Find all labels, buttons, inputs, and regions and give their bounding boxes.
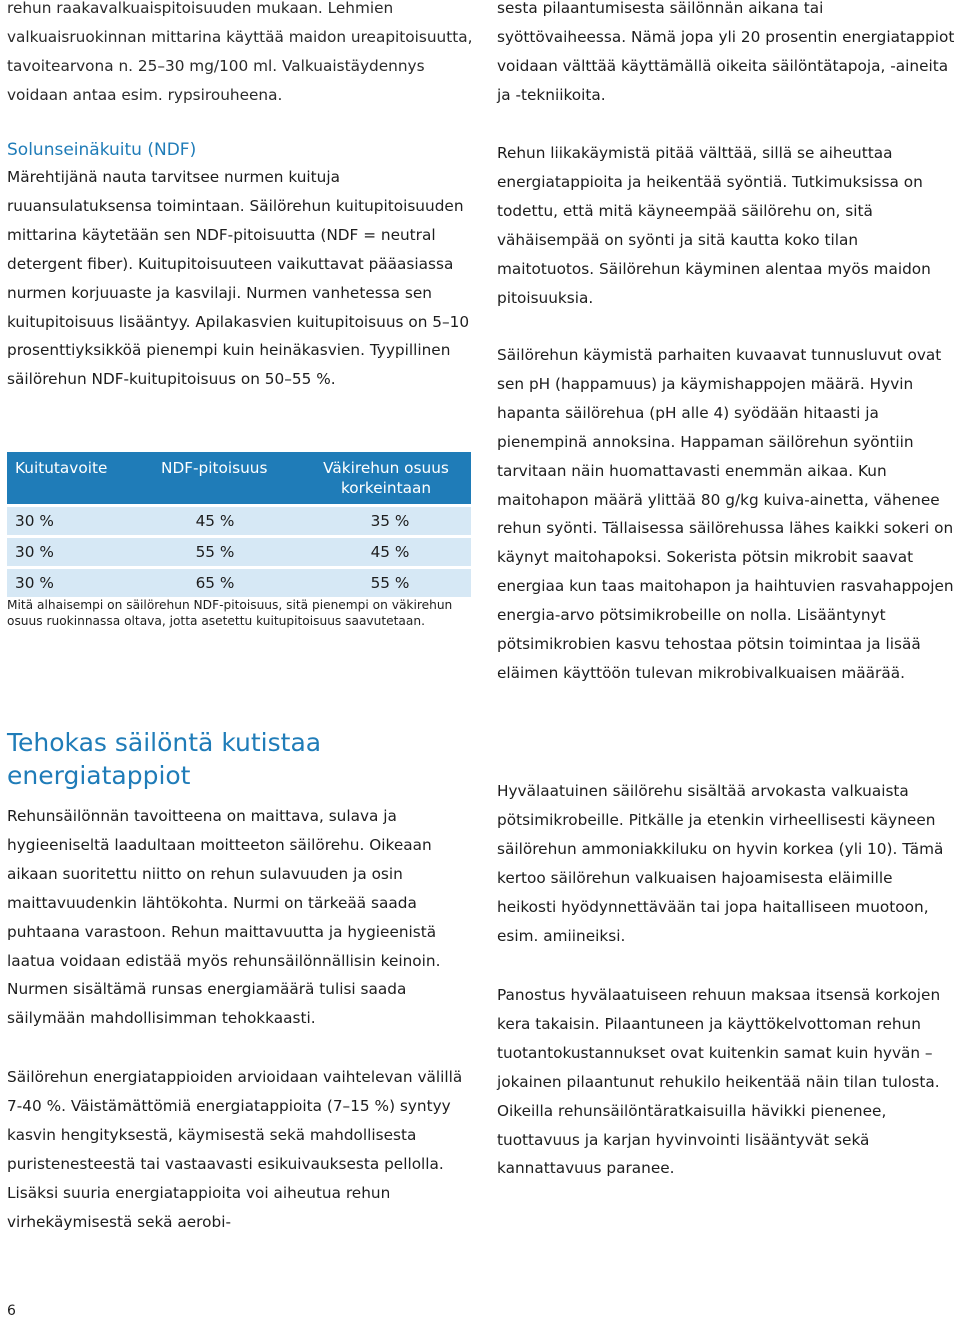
right-paragraph-1: Rehun liikakäymistä pitää välttää, sillä se aiheuttaa energiatappioita ja heikentää syöntiä. Tutkimuksissa on todettu, että mitä käyneempää säilörehu on, sitä vähäisempää on syönti ja sitä kautta koko tilan maitotuotos. Säilörehun käyminen alentaa myös maidon pitoisuuksia. (497, 144, 931, 307)
table-row (7, 538, 471, 566)
table-cell: 55 % (309, 569, 471, 597)
right-paragraph-3: Hyvälaatuinen säilörehu sisältää arvokasta valkuaista pötsimikrobeille. Pitkälle ja etenkin virheellisesti käyneen säilörehun ammoniakkiluku on hyvin korkea (yli 10). Tämä kertoo säilörehun valkuaisen hajoamisesta eläimille heikosti hyödynnettävään tai jopa haitalliseen muotoon, esim. amiineiksi. (497, 782, 944, 945)
table-header-cell: NDF-pitoisuus (153, 452, 309, 504)
table-header-row (7, 452, 471, 504)
table-cell: 30 % (7, 538, 153, 566)
table-cell: 45 % (153, 507, 309, 535)
right-paragraph-0: sesta pilaantumisesta säilönnän aikana tai syöttövaiheessa. Nämä jopa yli 20 prosentin energiatappiot voidaan välttää käyttämällä oikeita säilöntätapoja, -aineita ja -tekniikoita. (497, 0, 955, 104)
table-caption: Mitä alhaisempi on säilörehun NDF-pitoisuus, sitä pienempi on väkirehun osuus ruokinnassa oltava, jotta asetettu kuitupitoisuus saavutetaan. (7, 598, 453, 629)
table-header-cell: Väkirehun osuus korkeintaan (309, 452, 471, 504)
table-cell: 45 % (309, 538, 471, 566)
right-paragraph-2: Säilörehun käymistä parhaiten kuvaavat tunnusluvut ovat sen pH (happamuus) ja käymishappojen määrä. Hyvin hapanta säilörehua (pH alle 4) syödään hitaasti ja pienempinä annoksina. Happaman säilörehun syöntiin tarvitaan näin huomattavasti enemmän aikaa. Kun maitohapon määrä ylittää 80 g/kg kuiva-ainetta, vähenee rehun syönti. Tällaisessa säilörehussa lähes kaikki sokeri on käynyt maitohapoksi. Sokerista pötsin mikrobit saavat energiaa kun taas maitohapon ja haihtuvien rasvahappojen energia-arvo pötsimikrobeille on nolla. Lisääntynyt pötsimikrobien kasvu tehostaa pötsin toimintaa ja lisää eläimen käyttöön tulevan mikrobivalkuaisen määrää. (497, 346, 954, 682)
fiber-table-wrapper (7, 449, 471, 600)
ndf-heading: Solunseinäkuitu (NDF) (7, 140, 197, 160)
ndf-paragraph: Märehtijänä nauta tarvitsee nurmen kuituja ruuansulatuksensa toimintaan. Säilörehun kuitupitoisuuden mittarina käytetään sen NDF-pitoisuutta (NDF = neutral detergent fiber). Kuitupitoisuuteen vaikuttavat pääasiassa nurmen korjuuaste ja kasvilaji. Nurmen vanhetessa sen kuitupitoisuus lisääntyy. Apilakasvien kuitupitoisuus on 5–10 prosenttiyksikköä pienempi kuin heinäkasvien. Tyypillinen säilörehun NDF-kuitupitoisuus on 50–55 %. (7, 168, 470, 389)
fiber-table (7, 449, 471, 600)
table-cell: 65 % (153, 569, 309, 597)
table-row (7, 569, 471, 597)
page-number: 6 (7, 1303, 16, 1319)
section-heading: Tehokas säilöntä kutistaa energiatappiot (7, 728, 322, 790)
table-cell: 30 % (7, 507, 153, 535)
table-row (7, 507, 471, 535)
right-paragraph-4: Panostus hyvälaatuiseen rehuun maksaa itsensä korkojen kera takaisin. Pilaantuneen ja käyttökelvottoman rehun tuotantokustannukset ovat kuitenkin samat kuin hyvän – jokainen pilaantunut rehukilo heikentää näin tilan tulosta. Oikeilla rehunsäilöntäratkaisuilla hävikki pienenee, tuottavuus ja karjan hyvinvointi lisääntyvät sekä kannattavuus paranee. (497, 986, 941, 1178)
section-paragraph-1: Rehunsäilönnän tavoitteena on maittava, sulava ja hygieeniseltä laadultaan moitteeton säilörehu. Oikeaan aikaan suoritettu niitto on rehun sulavuuden ja osin maittavuudenkin lähtökohta. Nurmi on tärkeää saada puhtaana varastoon. Rehun maittavuutta ja hygieenistä laatua voidaan edistää myös rehunsäilönnällisin keinoin. Nurmen sisältämä runsas energiamäärä tulisi saada säilymään mahdollisimman tehokkaasti. (7, 807, 441, 1028)
section-paragraph-2: Säilörehun energiatappioiden arvioidaan vaihtelevan välillä 7-40 %. Väistämättömiä energiatappioita (7–15 %) syntyy kasvin hengityksestä, käymisestä sekä mahdollisesta puristenesteestä tai vastaavasti esikuivauksesta pellolla. Lisäksi suuria energiatappioita voi aiheutua rehun virhekäymisestä sekä aerobi- (7, 1068, 463, 1231)
table-cell: 30 % (7, 569, 153, 597)
table-header-cell: Kuitutavoite (7, 452, 153, 504)
intro-paragraph: rehun raakavalkuaispitoisuuden mukaan. Lehmien valkuaisruokinnan mittarina käyttää maidon ureapitoisuutta, tavoitearvona n. 25–30 mg/100 ml. Valkuaistäydennys voidaan antaa esim. rypsirouheena. (7, 0, 473, 104)
table-cell: 35 % (309, 507, 471, 535)
table-cell: 55 % (153, 538, 309, 566)
